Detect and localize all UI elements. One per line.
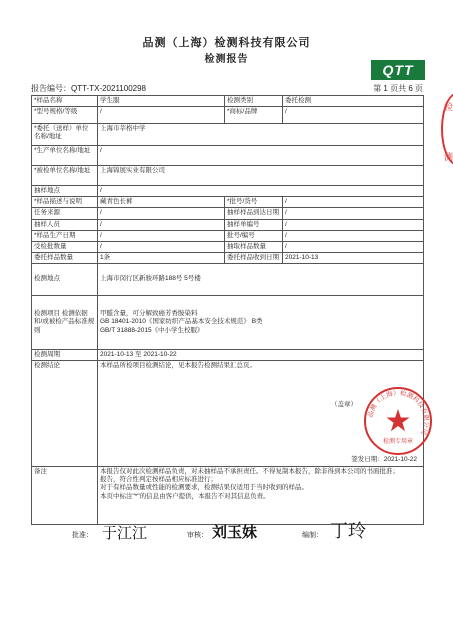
approver-signature: 于江江 — [102, 524, 148, 542]
table-cell-value: 上海锦展实业有限公司 — [98, 166, 424, 186]
table-cell-label: *样品描述与说明 — [32, 197, 98, 208]
table-cell-label: 抽样样品到达日期 — [225, 208, 283, 219]
table-cell-label: *样品名称 — [32, 96, 98, 107]
table-cell-label: 检测结论 — [32, 361, 98, 467]
table-cell-value: 委托检测 — [283, 96, 424, 107]
table-cell-value: / — [283, 230, 424, 241]
table-cell-label: 批号/编号 — [225, 230, 283, 241]
conclusion-text: 本样品所检项目检测结论，见本报告检测结果汇总页。 — [100, 362, 256, 370]
table-cell-value: / — [283, 241, 424, 252]
table-row — [32, 186, 424, 197]
issue-date: 签发日期：2021-10-22 — [351, 456, 417, 463]
table-row — [32, 241, 424, 252]
table-row — [32, 124, 424, 146]
preparer-signature: 丁玲 — [330, 521, 366, 542]
seal-center-text: 检测专用章 — [382, 438, 414, 445]
table-row — [32, 230, 424, 241]
table-cell-label: 任务来源 — [32, 208, 98, 219]
table-cell-value: 2021-10-13 — [283, 252, 424, 263]
document-title: 检测报告 — [204, 54, 249, 65]
table-cell-label: *批号/货号 — [225, 197, 283, 208]
table-cell-label: 抽样人员 — [32, 219, 98, 230]
table-cell-value: / — [98, 186, 424, 197]
edge-seal-char: 检 — [444, 102, 453, 112]
remark-line: 报告，符合性判定按样品相应标准进行； — [100, 476, 217, 484]
test-items-line: 甲醛含量，可分解致癌芳香胺染料 — [100, 310, 198, 318]
table-cell-value: / — [283, 197, 424, 208]
report-number: 报告编号：QTT-TX-2021100298 — [31, 84, 147, 93]
table-cell-value — [98, 296, 424, 350]
table-cell-value: / — [98, 241, 225, 252]
table-row — [32, 208, 424, 219]
table-row — [32, 96, 424, 107]
table-cell-label: 抽样单编号 — [225, 219, 283, 230]
table-row — [32, 252, 424, 263]
seal-note: （盖章） — [331, 401, 357, 409]
table-cell-label: 委托样品数量 — [32, 252, 98, 263]
table-cell-value: 1条 — [98, 252, 225, 263]
table-cell-label: *委托（送样）单位名称/地址 — [32, 124, 98, 146]
official-seal — [362, 385, 434, 457]
table-cell-value: / — [98, 146, 424, 166]
test-standard-line: GB 18401-2010《国家纺织产品基本安全技术规范》 B类 — [100, 318, 263, 326]
table-cell-value: / — [283, 107, 424, 124]
table-cell-label: *样品生产日期 — [32, 230, 98, 241]
table-row — [32, 296, 424, 350]
table-cell-label: 委托样品收到日期 — [225, 252, 283, 263]
table-cell-value: 上海市闵行区新骏环路188号 5号楼 — [98, 264, 424, 296]
table-row — [32, 146, 424, 166]
remark-line: 对于有样品数量或性能的检测要求，检测结果仅适用于当时收到的样品。 — [100, 484, 308, 492]
seal-ring-text: 品测（上海）检测科技有限公司 — [366, 388, 431, 436]
report-info-table — [31, 95, 424, 525]
report-meta-line — [31, 83, 423, 94]
table-cell-value: / — [98, 219, 225, 230]
table-cell-value: / — [98, 208, 225, 219]
table-cell-value: / — [283, 219, 424, 230]
table-cell-value: 藏青色长裤 — [98, 197, 225, 208]
table-cell-value: / — [98, 107, 225, 124]
seal-star-icon — [387, 409, 410, 431]
table-cell-label: 检测类别 — [225, 96, 283, 107]
table-cell-label: 检测项目 检测依据 和/或被检产品标准规则 — [32, 296, 98, 350]
table-row — [32, 219, 424, 230]
table-cell-label: 检测地点 — [32, 264, 98, 296]
edge-seal-char: 测 — [444, 152, 453, 162]
table-cell-value: 学生服 — [98, 96, 225, 107]
table-row — [32, 350, 424, 361]
company-name: 品测（上海）检测科技有限公司 — [142, 37, 311, 49]
review-label: 审核： — [187, 532, 208, 539]
table-row — [32, 107, 424, 124]
remark-line: 本页中标注"*"的信息由客户提供，本报告不对其信息负责。 — [100, 492, 270, 500]
table-cell-label: 受检批数量 — [32, 241, 98, 252]
table-cell-label: 检测周期 — [32, 350, 98, 361]
table-cell-value: / — [283, 208, 424, 219]
table-cell-label: *被检单位名称/地址 — [32, 166, 98, 186]
table-cell-value — [98, 467, 424, 525]
table-row — [32, 166, 424, 186]
table-row — [32, 264, 424, 296]
reviewer-signature: 刘玉妹 — [212, 523, 258, 541]
remark-line: 本报告仅对此次检测样品负责，对未抽样品不承担责任。不得复制本报告，除非得到本公司的书面批准； — [100, 468, 399, 476]
qtt-logo: QTT — [371, 60, 425, 80]
table-cell-label: *商标/品牌 — [225, 107, 283, 124]
table-cell-value: / — [98, 230, 225, 241]
table-cell-label: *型号规格/等级 — [32, 107, 98, 124]
table-cell-label: 抽样地点 — [32, 186, 98, 197]
page-indicator: 第 1 页共 6 页 — [373, 84, 423, 93]
table-cell-value: 上海市莘格中学 — [98, 124, 424, 146]
table-cell-label: 抽取样品数量 — [225, 241, 283, 252]
table-cell-value: 2021-10-13 至 2021-10-22 — [98, 350, 424, 361]
table-row — [32, 467, 424, 525]
table-cell-label: *生产单位名称/地址 — [32, 146, 98, 166]
table-cell-label: 备注 — [32, 467, 98, 525]
approve-label: 批准： — [72, 532, 93, 539]
test-standard-line: GB/T 31888-2015《中小学生校服》 — [100, 326, 204, 334]
table-row — [32, 197, 424, 208]
prepare-label: 编制： — [302, 532, 323, 539]
